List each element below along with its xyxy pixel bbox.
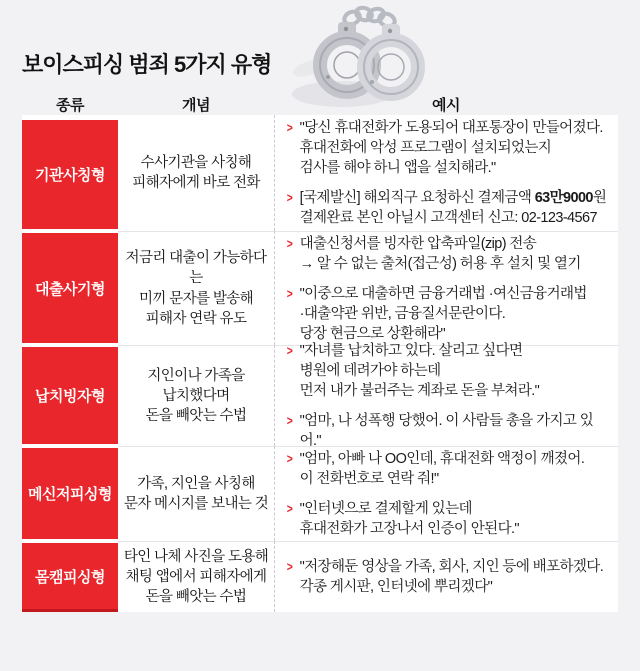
example-item — [286, 557, 614, 597]
example-cell — [274, 541, 618, 612]
chevron-right-icon: > — [286, 501, 293, 516]
example-text: "자녀를 납치하고 있다. 살리고 싶다면 병원에 데려가야 하는데 먼저 내가 불러주는 계좌로 돈을 부쳐라." — [299, 343, 540, 399]
example-text: "이중으로 대출하면 금융거래법 ·여신금융거래법 ·대출약관 위반, 금융질서문란이다. 당장 현금으로 상환해라" — [299, 285, 587, 342]
type-badge: 메신저피싱형 — [22, 448, 118, 539]
table-row — [22, 343, 618, 449]
chevron-right-icon: > — [286, 413, 293, 428]
concept-cell: 타인 나체 사진을 도용해 채팅 앱에서 피해자에게 돈을 빼앗는 수법 — [118, 541, 274, 612]
example-cell — [274, 343, 618, 449]
table-row — [22, 446, 618, 541]
chevron-right-icon: > — [286, 120, 293, 135]
concept-cell: 지인이나 가족을 납치했다며 돈을 빼앗는 수법 — [118, 345, 274, 446]
page-title: 보이스피싱 범죄 5가지 유형 — [22, 52, 272, 77]
chevron-right-icon: > — [286, 451, 293, 466]
column-header-type: 종류 — [56, 97, 84, 114]
chevron-right-icon: > — [286, 285, 293, 301]
chevron-right-icon: > — [286, 190, 293, 205]
type-cell — [22, 115, 118, 231]
example-text: "저장해둔 영상을 가족, 회사, 지인 등에 배포하겠다. 각종 게시판, 인터넷에 뿌리겠다" — [299, 559, 604, 595]
phishing-types-table — [22, 115, 618, 612]
type-badge: 대출사기형 — [22, 233, 118, 343]
example-text: "인터넷으로 결제할게 있는데 휴대전화가 고장나서 인증이 안된다." — [299, 501, 519, 537]
example-item — [286, 188, 614, 228]
type-cell — [22, 446, 118, 541]
example-text: 대출신청서를 빙자한 압축파일(zip) 전송 → 알 수 없는 출처(접근성) 허용 후 설치 및 열기 — [299, 235, 581, 272]
example-cell — [274, 446, 618, 541]
example-text: "엄마, 나 성폭행 당했어. 이 사람들 총을 가지고 있어." — [299, 413, 594, 449]
type-badge: 기관사칭형 — [22, 120, 118, 229]
column-header-concept: 개념 — [182, 97, 210, 114]
type-cell — [22, 345, 118, 446]
type-cell — [22, 541, 118, 612]
example-item — [286, 118, 614, 178]
example-item — [286, 449, 614, 489]
concept-cell: 가족, 지인을 사칭해 문자 메시지를 보내는 것 — [118, 446, 274, 541]
example-item — [286, 411, 614, 451]
example-text: [국제발신] 해외직구 요청하신 결제금액 63만9000원 결제완료 본인 아닐시 고객센터 신고: 02-123-4567 — [299, 190, 607, 226]
type-badge: 몸캠피싱형 — [22, 543, 118, 612]
example-item — [286, 341, 614, 401]
example-cell — [274, 231, 618, 345]
type-badge: 납치빙자형 — [22, 347, 118, 444]
example-item — [286, 499, 614, 539]
chevron-right-icon: > — [286, 235, 293, 251]
table-row — [22, 231, 618, 345]
example-item — [286, 234, 614, 274]
table-row — [22, 541, 618, 612]
chevron-right-icon: > — [286, 559, 293, 574]
concept-cell: 수사기관을 사칭해 피해자에게 바로 전화 — [132, 154, 260, 191]
column-header-example: 예시 — [432, 97, 460, 114]
example-text: "엄마, 아빠 나 OO인데, 휴대전화 액정이 깨졌어. 이 전화번호로 연락 줘!" — [299, 451, 585, 487]
type-cell — [22, 231, 118, 345]
example-cell — [274, 115, 618, 231]
chevron-right-icon: > — [286, 343, 293, 358]
example-text: "당신 휴대전화가 도용되어 대포통장이 만들어졌다. 휴대전화에 악성 프로그램이 설치되었는지 검사를 해야 하니 앱을 설치해라." — [299, 120, 603, 176]
concept-cell: 저금리 대출이 가능하다는 미끼 문자를 발송해 피해자 연락 유도 — [118, 231, 274, 345]
table-row — [22, 115, 618, 231]
example-item — [286, 284, 614, 344]
